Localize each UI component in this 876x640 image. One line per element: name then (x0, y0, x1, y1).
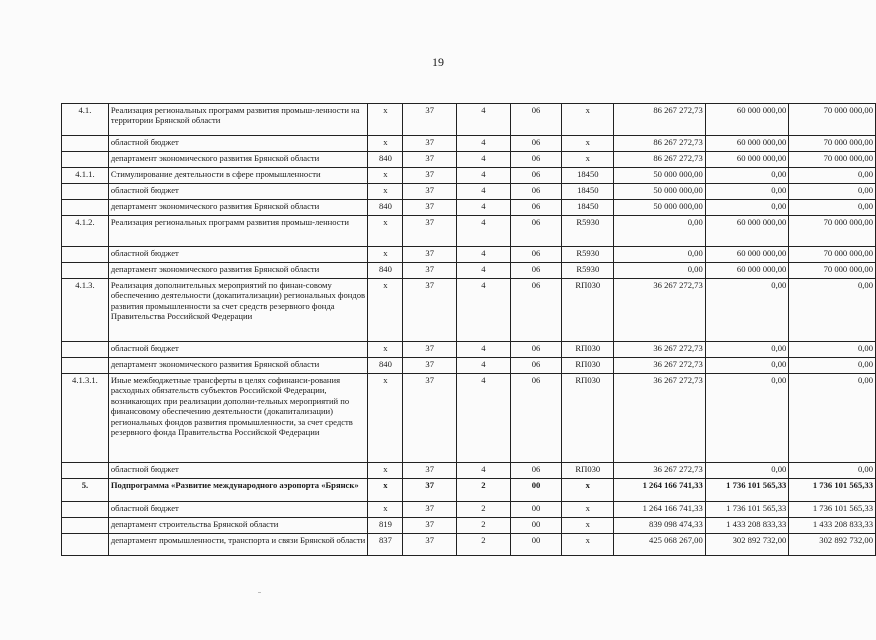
cell-code-37: 37 (403, 200, 457, 216)
table-row (62, 358, 876, 374)
cell-section: 4 (457, 104, 511, 136)
cell-description: областной бюджет (108, 184, 368, 200)
cell-subsection: 06 (510, 247, 562, 263)
cell-gr-code: х (368, 279, 403, 342)
cell-amount-year-3: 70 000 000,00 (789, 152, 876, 168)
cell-amount-year-1: 425 068 267,00 (614, 534, 706, 556)
cell-subsection: 06 (510, 152, 562, 168)
cell-target-code: х (562, 479, 614, 502)
table-row (62, 479, 876, 502)
cell-code-37: 37 (403, 152, 457, 168)
cell-description: Реализация региональных программ развития промыш-ленности (108, 216, 368, 247)
scan-speck (258, 592, 261, 593)
cell-description: департамент экономического развития Брянской области (108, 263, 368, 279)
cell-amount-year-2: 0,00 (705, 342, 789, 358)
cell-amount-year-3: 0,00 (789, 342, 876, 358)
cell-code-37: 37 (403, 463, 457, 479)
cell-amount-year-1: 86 267 272,73 (614, 136, 706, 152)
cell-item-number (62, 136, 109, 152)
cell-item-number (62, 263, 109, 279)
cell-code-37: 37 (403, 136, 457, 152)
cell-description: департамент строительства Брянской области (108, 518, 368, 534)
table-row (62, 104, 876, 136)
cell-description: Иные межбюджетные трансферты в целях софинанси-рования расходных обязательств субъектов Российской Федерации, возникающих при реализации дополни-тельных мероприятий по финансовому обеспечению деятельности (докапитализации) региональных фондов развития промышленности, за счет средств резервного фонда Правительства Российской Федерации (108, 374, 368, 463)
cell-section: 2 (457, 518, 511, 534)
cell-amount-year-1: 50 000 000,00 (614, 168, 706, 184)
cell-amount-year-2: 60 000 000,00 (705, 136, 789, 152)
page-number: 19 (432, 55, 444, 69)
cell-target-code: х (562, 136, 614, 152)
cell-amount-year-3: 70 000 000,00 (789, 247, 876, 263)
cell-description: департамент экономического развития Брянской области (108, 152, 368, 168)
cell-section: 4 (457, 216, 511, 247)
cell-amount-year-3: 1 736 101 565,33 (789, 479, 876, 502)
cell-amount-year-2: 60 000 000,00 (705, 247, 789, 263)
cell-target-code: RП030 (562, 374, 614, 463)
cell-description: Подпрограмма «Развитие международного аэропорта «Брянск» (108, 479, 368, 502)
cell-code-37: 37 (403, 104, 457, 136)
cell-target-code: R5930 (562, 263, 614, 279)
cell-section: 2 (457, 479, 511, 502)
cell-section: 4 (457, 263, 511, 279)
cell-amount-year-1: 36 267 272,73 (614, 358, 706, 374)
cell-amount-year-2: 0,00 (705, 168, 789, 184)
cell-item-number (62, 518, 109, 534)
cell-gr-code: х (368, 184, 403, 200)
cell-gr-code: х (368, 104, 403, 136)
cell-subsection: 06 (510, 374, 562, 463)
table-row (62, 518, 876, 534)
cell-subsection: 06 (510, 104, 562, 136)
cell-code-37: 37 (403, 184, 457, 200)
cell-amount-year-1: 36 267 272,73 (614, 463, 706, 479)
cell-target-code: RП030 (562, 358, 614, 374)
cell-amount-year-1: 50 000 000,00 (614, 200, 706, 216)
cell-subsection: 06 (510, 342, 562, 358)
cell-item-number (62, 342, 109, 358)
cell-item-number (62, 200, 109, 216)
cell-subsection: 06 (510, 463, 562, 479)
cell-section: 4 (457, 152, 511, 168)
table-row (62, 168, 876, 184)
cell-subsection: 06 (510, 136, 562, 152)
cell-subsection: 06 (510, 263, 562, 279)
cell-description: Реализация региональных программ развития промыш-ленности на территории Брянской области (108, 104, 368, 136)
cell-description: департамент промышленности, транспорта и связи Брянской области (108, 534, 368, 556)
cell-target-code: 18450 (562, 168, 614, 184)
cell-gr-code: х (368, 342, 403, 358)
cell-description: Реализация дополнительных мероприятий по финан-совому обеспечению деятельности (докапитализации) региональных фондов развития промышленности за счет средств резервного фонда Правительства Российской Федерации (108, 279, 368, 342)
cell-target-code: RП030 (562, 463, 614, 479)
cell-amount-year-1: 0,00 (614, 263, 706, 279)
cell-item-number: 4.1.1. (62, 168, 109, 184)
cell-item-number (62, 358, 109, 374)
table-row (62, 247, 876, 263)
cell-section: 4 (457, 168, 511, 184)
table-row (62, 200, 876, 216)
cell-subsection: 06 (510, 168, 562, 184)
cell-code-37: 37 (403, 534, 457, 556)
cell-section: 4 (457, 374, 511, 463)
cell-amount-year-2: 60 000 000,00 (705, 104, 789, 136)
cell-target-code: х (562, 518, 614, 534)
table-row (62, 152, 876, 168)
cell-amount-year-3: 70 000 000,00 (789, 263, 876, 279)
cell-item-number (62, 247, 109, 263)
cell-description: Стимулирование деятельности в сфере промышленности (108, 168, 368, 184)
cell-amount-year-1: 36 267 272,73 (614, 374, 706, 463)
budget-table (61, 103, 876, 556)
cell-amount-year-3: 0,00 (789, 184, 876, 200)
cell-item-number: 4.1.3.1. (62, 374, 109, 463)
cell-amount-year-2: 0,00 (705, 200, 789, 216)
cell-gr-code: 837 (368, 534, 403, 556)
cell-description: областной бюджет (108, 247, 368, 263)
cell-section: 4 (457, 279, 511, 342)
cell-code-37: 37 (403, 279, 457, 342)
cell-section: 4 (457, 463, 511, 479)
cell-code-37: 37 (403, 263, 457, 279)
cell-amount-year-1: 36 267 272,73 (614, 342, 706, 358)
cell-gr-code: х (368, 136, 403, 152)
cell-amount-year-2: 302 892 732,00 (705, 534, 789, 556)
table-row (62, 136, 876, 152)
cell-subsection: 00 (510, 502, 562, 518)
cell-target-code: 18450 (562, 200, 614, 216)
cell-gr-code: 840 (368, 358, 403, 374)
cell-item-number (62, 502, 109, 518)
cell-amount-year-3: 0,00 (789, 279, 876, 342)
cell-amount-year-2: 0,00 (705, 184, 789, 200)
cell-amount-year-3: 1 736 101 565,33 (789, 502, 876, 518)
cell-code-37: 37 (403, 374, 457, 463)
cell-amount-year-1: 0,00 (614, 216, 706, 247)
cell-target-code: х (562, 502, 614, 518)
cell-amount-year-1: 50 000 000,00 (614, 184, 706, 200)
cell-amount-year-3: 0,00 (789, 168, 876, 184)
cell-section: 4 (457, 342, 511, 358)
cell-code-37: 37 (403, 479, 457, 502)
cell-section: 4 (457, 184, 511, 200)
table-row (62, 534, 876, 556)
cell-amount-year-2: 60 000 000,00 (705, 216, 789, 247)
table-row (62, 216, 876, 247)
cell-subsection: 00 (510, 534, 562, 556)
cell-section: 2 (457, 534, 511, 556)
cell-amount-year-1: 839 098 474,33 (614, 518, 706, 534)
cell-amount-year-2: 1 736 101 565,33 (705, 479, 789, 502)
table-row (62, 463, 876, 479)
cell-target-code: RП030 (562, 279, 614, 342)
cell-code-37: 37 (403, 502, 457, 518)
cell-amount-year-2: 1 433 208 833,33 (705, 518, 789, 534)
cell-gr-code: 840 (368, 263, 403, 279)
cell-item-number: 4.1.2. (62, 216, 109, 247)
cell-gr-code: х (368, 479, 403, 502)
cell-subsection: 06 (510, 200, 562, 216)
cell-item-number: 4.1.3. (62, 279, 109, 342)
cell-amount-year-2: 60 000 000,00 (705, 152, 789, 168)
cell-amount-year-3: 302 892 732,00 (789, 534, 876, 556)
cell-amount-year-1: 1 264 166 741,33 (614, 479, 706, 502)
cell-description: областной бюджет (108, 463, 368, 479)
cell-target-code: 18450 (562, 184, 614, 200)
cell-section: 4 (457, 358, 511, 374)
cell-target-code: х (562, 104, 614, 136)
cell-description: департамент экономического развития Брянской области (108, 200, 368, 216)
cell-gr-code: х (368, 247, 403, 263)
cell-item-number (62, 463, 109, 479)
cell-gr-code: 840 (368, 152, 403, 168)
cell-target-code: х (562, 152, 614, 168)
cell-item-number (62, 534, 109, 556)
cell-target-code: х (562, 534, 614, 556)
cell-amount-year-3: 0,00 (789, 463, 876, 479)
cell-code-37: 37 (403, 518, 457, 534)
cell-item-number (62, 152, 109, 168)
cell-target-code: RП030 (562, 342, 614, 358)
cell-amount-year-1: 0,00 (614, 247, 706, 263)
cell-section: 4 (457, 200, 511, 216)
cell-description: департамент экономического развития Брянской области (108, 358, 368, 374)
cell-gr-code: х (368, 374, 403, 463)
cell-section: 2 (457, 502, 511, 518)
cell-subsection: 06 (510, 358, 562, 374)
cell-code-37: 37 (403, 216, 457, 247)
cell-amount-year-3: 0,00 (789, 374, 876, 463)
cell-gr-code: 840 (368, 200, 403, 216)
cell-subsection: 06 (510, 184, 562, 200)
cell-amount-year-3: 0,00 (789, 358, 876, 374)
cell-amount-year-3: 70 000 000,00 (789, 104, 876, 136)
cell-amount-year-3: 1 433 208 833,33 (789, 518, 876, 534)
cell-gr-code: х (368, 216, 403, 247)
cell-code-37: 37 (403, 168, 457, 184)
cell-item-number (62, 184, 109, 200)
cell-gr-code: х (368, 463, 403, 479)
cell-amount-year-1: 86 267 272,73 (614, 152, 706, 168)
cell-code-37: 37 (403, 247, 457, 263)
cell-subsection: 00 (510, 518, 562, 534)
cell-gr-code: 819 (368, 518, 403, 534)
cell-amount-year-3: 0,00 (789, 200, 876, 216)
cell-target-code: R5930 (562, 247, 614, 263)
cell-section: 4 (457, 247, 511, 263)
cell-amount-year-3: 70 000 000,00 (789, 216, 876, 247)
cell-amount-year-2: 60 000 000,00 (705, 263, 789, 279)
cell-subsection: 06 (510, 279, 562, 342)
cell-amount-year-3: 70 000 000,00 (789, 136, 876, 152)
table-row (62, 263, 876, 279)
cell-subsection: 00 (510, 479, 562, 502)
cell-amount-year-2: 0,00 (705, 358, 789, 374)
cell-item-number: 5. (62, 479, 109, 502)
table-row (62, 184, 876, 200)
cell-amount-year-2: 0,00 (705, 279, 789, 342)
cell-gr-code: х (368, 168, 403, 184)
cell-subsection: 06 (510, 216, 562, 247)
table-row (62, 374, 876, 463)
cell-amount-year-1: 36 267 272,73 (614, 279, 706, 342)
cell-section: 4 (457, 136, 511, 152)
table-row (62, 279, 876, 342)
cell-gr-code: х (368, 502, 403, 518)
cell-amount-year-2: 0,00 (705, 374, 789, 463)
cell-item-number: 4.1. (62, 104, 109, 136)
cell-amount-year-2: 0,00 (705, 463, 789, 479)
cell-description: областной бюджет (108, 502, 368, 518)
cell-amount-year-2: 1 736 101 565,33 (705, 502, 789, 518)
table-row (62, 502, 876, 518)
table-row (62, 342, 876, 358)
cell-code-37: 37 (403, 358, 457, 374)
cell-description: областной бюджет (108, 136, 368, 152)
cell-amount-year-1: 86 267 272,73 (614, 104, 706, 136)
cell-code-37: 37 (403, 342, 457, 358)
cell-amount-year-1: 1 264 166 741,33 (614, 502, 706, 518)
cell-target-code: R5930 (562, 216, 614, 247)
cell-description: областной бюджет (108, 342, 368, 358)
